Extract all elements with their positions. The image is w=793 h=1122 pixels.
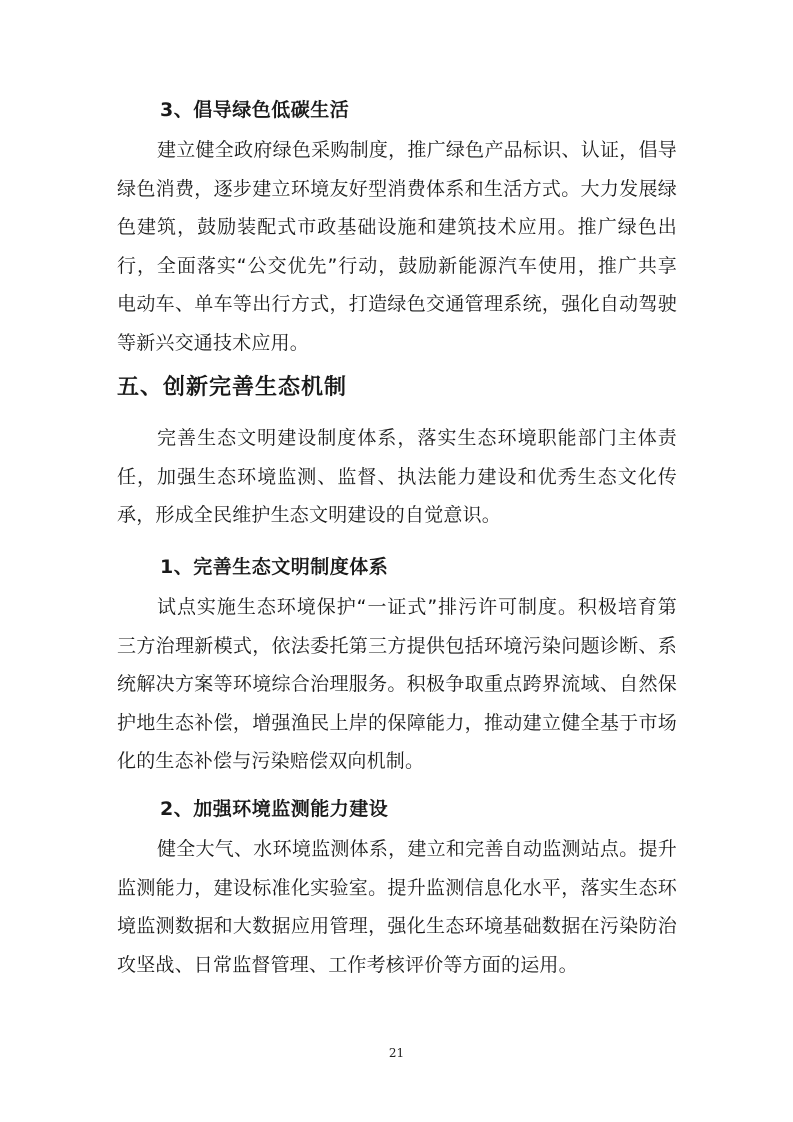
paragraph-line: 行，全面落实“公交优先”行动，鼓励新能源汽车使用，推广共享 — [117, 254, 677, 277]
paragraph-line: 电动车、单车等出行方式，打造绿色交通管理系统，强化自动驾驶 — [117, 293, 677, 316]
heading-environmental-monitoring: 2、加强环境监测能力建设 — [160, 798, 389, 820]
paragraph-line: 试点实施生态环境保护“一证式”排污许可制度。积极培育第 — [157, 596, 677, 618]
paragraph-line: 建立健全政府绿色采购制度，推广绿色产品标识、认证，倡导 — [157, 139, 677, 161]
paragraph-line: 攻坚战、日常监督管理、工作考核评价等方面的运用。 — [117, 953, 578, 976]
paragraph-line: 统解决方案等环境综合治理服务。积极争取重点跨界流域、自然保 — [117, 673, 677, 696]
paragraph-green-low-carbon-life — [117, 131, 677, 363]
paragraph-ecological-mechanism — [117, 419, 677, 535]
paragraph-environmental-monitoring — [117, 830, 677, 984]
heading-ecological-civilization-system: 1、完善生态文明制度体系 — [160, 556, 389, 578]
paragraph-line: 承，形成全民维护生态文明建设的自觉意识。 — [117, 504, 502, 527]
paragraph-line: 监测能力，建设标准化实验室。提升监测信息化水平，落实生态环 — [117, 876, 677, 899]
paragraph-line: 绿色消费，逐步建立环境友好型消费体系和生活方式。大力发展绿 — [117, 177, 677, 200]
paragraph-line: 完善生态文明建设制度体系，落实生态环境职能部门主体责 — [157, 427, 677, 449]
paragraph-ecological-civilization-system — [117, 588, 677, 781]
paragraph-line: 任，加强生态环境监测、监督、执法能力建设和优秀生态文化传 — [117, 465, 677, 488]
paragraph-line: 三方治理新模式，依法委托第三方提供包括环境污染问题诊断、系 — [117, 634, 677, 657]
paragraph-line: 化的生态补偿与污染赔偿双向机制。 — [117, 750, 425, 773]
paragraph-line: 护地生态补偿，增强渔民上岸的保障能力，推动建立健全基于市场 — [117, 711, 677, 734]
page-number: 21 — [388, 1046, 405, 1060]
paragraph-line: 色建筑，鼓励装配式市政基础设施和建筑技术应用。推广绿色出 — [117, 216, 677, 239]
paragraph-line: 境监测数据和大数据应用管理，强化生态环境基础数据在污染防治 — [117, 915, 677, 938]
paragraph-line: 健全大气、水环境监测体系，建立和完善自动监测站点。提升 — [157, 838, 677, 860]
heading-ecological-mechanism: 五、创新完善生态机制 — [117, 375, 348, 400]
heading-green-low-carbon-life: 3、倡导绿色低碳生活 — [160, 99, 350, 121]
paragraph-line: 等新兴交通技术应用。 — [117, 331, 310, 354]
